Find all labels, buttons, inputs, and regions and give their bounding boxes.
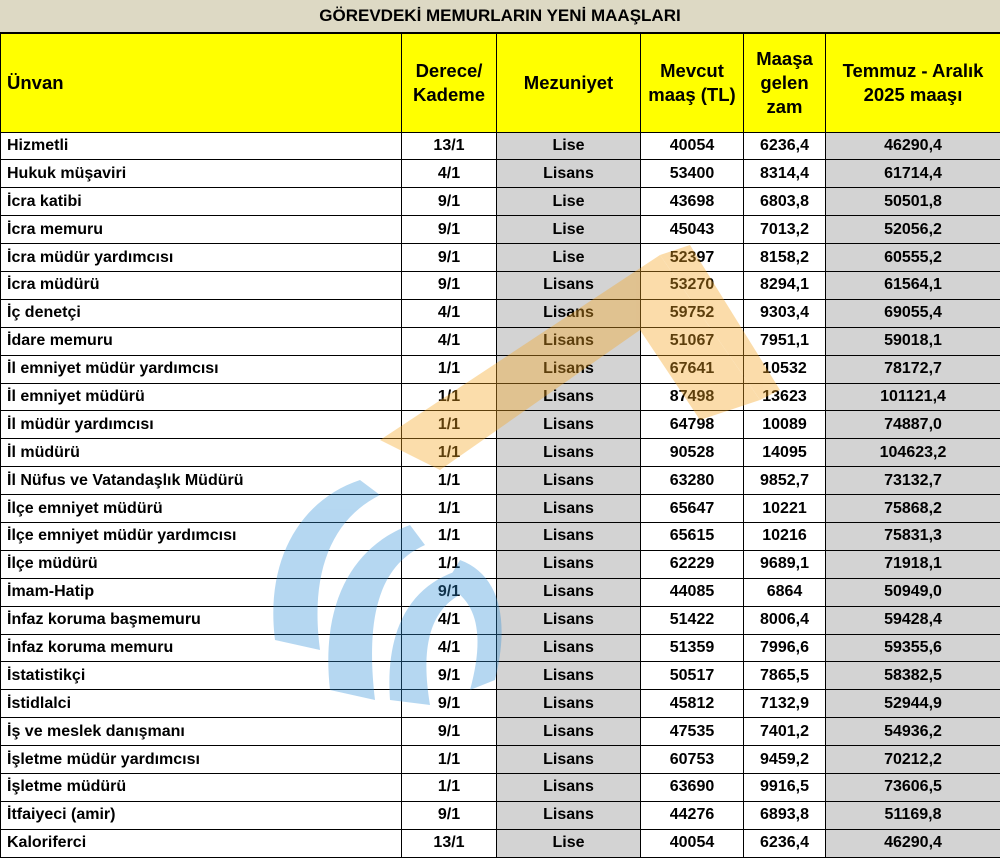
- header-derece: Derece/ Kademe: [402, 34, 497, 132]
- cell-yeni: 54936,2: [826, 718, 1000, 746]
- cell-unvan: İdare memuru: [1, 327, 402, 355]
- cell-mezuniyet: Lisans: [497, 522, 641, 550]
- cell-derece: 9/1: [402, 216, 497, 244]
- cell-unvan: İl emniyet müdür yardımcısı: [1, 355, 402, 383]
- cell-derece: 9/1: [402, 662, 497, 690]
- table-row: [1, 299, 1000, 327]
- cell-unvan: İcra memuru: [1, 216, 402, 244]
- cell-mevcut: 40054: [641, 829, 744, 857]
- cell-derece: 1/1: [402, 439, 497, 467]
- cell-derece: 1/1: [402, 411, 497, 439]
- cell-zam: 8006,4: [744, 606, 826, 634]
- cell-yeni: 61714,4: [826, 160, 1000, 188]
- cell-mezuniyet: Lisans: [497, 355, 641, 383]
- cell-yeni: 46290,4: [826, 829, 1000, 857]
- table-row: [1, 578, 1000, 606]
- cell-unvan: İcra müdürü: [1, 271, 402, 299]
- cell-zam: 7132,9: [744, 690, 826, 718]
- cell-yeni: 58382,5: [826, 662, 1000, 690]
- cell-yeni: 59355,6: [826, 634, 1000, 662]
- cell-mezuniyet: Lisans: [497, 439, 641, 467]
- cell-unvan: İstidlalci: [1, 690, 402, 718]
- cell-derece: 1/1: [402, 467, 497, 495]
- cell-unvan: İmam-Hatip: [1, 578, 402, 606]
- cell-derece: 4/1: [402, 606, 497, 634]
- cell-mezuniyet: Lisans: [497, 718, 641, 746]
- cell-yeni: 75868,2: [826, 495, 1000, 523]
- cell-yeni: 52056,2: [826, 216, 1000, 244]
- cell-mevcut: 44085: [641, 578, 744, 606]
- cell-unvan: İş ve meslek danışmanı: [1, 718, 402, 746]
- cell-unvan: İl müdürü: [1, 439, 402, 467]
- cell-yeni: 101121,4: [826, 383, 1000, 411]
- cell-zam: 8294,1: [744, 271, 826, 299]
- cell-zam: 7013,2: [744, 216, 826, 244]
- cell-mezuniyet: Lisans: [497, 327, 641, 355]
- cell-unvan: Hizmetli: [1, 132, 402, 160]
- cell-zam: 8314,4: [744, 160, 826, 188]
- table-row: [1, 216, 1000, 244]
- cell-yeni: 104623,2: [826, 439, 1000, 467]
- table-row: [1, 690, 1000, 718]
- header-mezuniyet: Mezuniyet: [497, 34, 641, 132]
- cell-unvan: İç denetçi: [1, 299, 402, 327]
- table-row: [1, 383, 1000, 411]
- salary-table: [0, 34, 1000, 858]
- cell-yeni: 46290,4: [826, 132, 1000, 160]
- cell-unvan: İnfaz koruma başmemuru: [1, 606, 402, 634]
- cell-mezuniyet: Lise: [497, 188, 641, 216]
- cell-unvan: İtfaiyeci (amir): [1, 801, 402, 829]
- cell-zam: 10221: [744, 495, 826, 523]
- cell-mezuniyet: Lisans: [497, 690, 641, 718]
- cell-mezuniyet: Lisans: [497, 411, 641, 439]
- header-zam: Maaşa gelen zam: [744, 34, 826, 132]
- cell-derece: 1/1: [402, 495, 497, 523]
- cell-derece: 9/1: [402, 718, 497, 746]
- cell-derece: 9/1: [402, 244, 497, 272]
- cell-yeni: 60555,2: [826, 244, 1000, 272]
- table-row: [1, 801, 1000, 829]
- cell-yeni: 70212,2: [826, 746, 1000, 774]
- cell-yeni: 61564,1: [826, 271, 1000, 299]
- table-row: [1, 522, 1000, 550]
- cell-yeni: 78172,7: [826, 355, 1000, 383]
- cell-mevcut: 59752: [641, 299, 744, 327]
- cell-zam: 9303,4: [744, 299, 826, 327]
- table-row: [1, 606, 1000, 634]
- cell-derece: 4/1: [402, 634, 497, 662]
- cell-zam: 10089: [744, 411, 826, 439]
- table-row: [1, 662, 1000, 690]
- cell-zam: 9459,2: [744, 746, 826, 774]
- cell-derece: 9/1: [402, 271, 497, 299]
- cell-zam: 13623: [744, 383, 826, 411]
- table-row: [1, 439, 1000, 467]
- table-row: [1, 718, 1000, 746]
- cell-mevcut: 45812: [641, 690, 744, 718]
- cell-derece: 1/1: [402, 355, 497, 383]
- table-row: [1, 327, 1000, 355]
- cell-derece: 4/1: [402, 327, 497, 355]
- cell-derece: 1/1: [402, 773, 497, 801]
- table-row: [1, 773, 1000, 801]
- cell-yeni: 50949,0: [826, 578, 1000, 606]
- cell-unvan: İşletme müdür yardımcısı: [1, 746, 402, 774]
- cell-unvan: İcra müdür yardımcısı: [1, 244, 402, 272]
- cell-mevcut: 53400: [641, 160, 744, 188]
- cell-mevcut: 50517: [641, 662, 744, 690]
- table-row: [1, 244, 1000, 272]
- cell-zam: 10532: [744, 355, 826, 383]
- cell-mevcut: 51067: [641, 327, 744, 355]
- cell-mezuniyet: Lisans: [497, 578, 641, 606]
- cell-unvan: İşletme müdürü: [1, 773, 402, 801]
- cell-mezuniyet: Lise: [497, 244, 641, 272]
- table-row: [1, 829, 1000, 857]
- cell-mevcut: 45043: [641, 216, 744, 244]
- table-row: [1, 634, 1000, 662]
- cell-mezuniyet: Lisans: [497, 299, 641, 327]
- cell-derece: 9/1: [402, 801, 497, 829]
- cell-mevcut: 63690: [641, 773, 744, 801]
- cell-mevcut: 52397: [641, 244, 744, 272]
- cell-zam: 9852,7: [744, 467, 826, 495]
- cell-mevcut: 64798: [641, 411, 744, 439]
- cell-yeni: 74887,0: [826, 411, 1000, 439]
- cell-mezuniyet: Lisans: [497, 271, 641, 299]
- table-body: [1, 132, 1000, 857]
- cell-yeni: 69055,4: [826, 299, 1000, 327]
- cell-zam: 6864: [744, 578, 826, 606]
- cell-unvan: İcra katibi: [1, 188, 402, 216]
- cell-mevcut: 62229: [641, 550, 744, 578]
- cell-mevcut: 65615: [641, 522, 744, 550]
- cell-yeni: 73132,7: [826, 467, 1000, 495]
- cell-unvan: Kaloriferci: [1, 829, 402, 857]
- cell-zam: 9916,5: [744, 773, 826, 801]
- cell-unvan: İlçe emniyet müdür yardımcısı: [1, 522, 402, 550]
- cell-zam: 9689,1: [744, 550, 826, 578]
- cell-yeni: 73606,5: [826, 773, 1000, 801]
- header-yeni: Temmuz - Aralık 2025 maaşı: [826, 34, 1000, 132]
- cell-zam: 7865,5: [744, 662, 826, 690]
- table-row: [1, 188, 1000, 216]
- cell-mezuniyet: Lisans: [497, 801, 641, 829]
- cell-yeni: 75831,3: [826, 522, 1000, 550]
- cell-mevcut: 43698: [641, 188, 744, 216]
- cell-zam: 14095: [744, 439, 826, 467]
- cell-mezuniyet: Lisans: [497, 634, 641, 662]
- table-row: [1, 271, 1000, 299]
- cell-mezuniyet: Lisans: [497, 383, 641, 411]
- cell-mevcut: 90528: [641, 439, 744, 467]
- cell-derece: 1/1: [402, 746, 497, 774]
- cell-unvan: İl Nüfus ve Vatandaşlık Müdürü: [1, 467, 402, 495]
- cell-yeni: 50501,8: [826, 188, 1000, 216]
- cell-derece: 4/1: [402, 160, 497, 188]
- cell-mevcut: 47535: [641, 718, 744, 746]
- cell-mezuniyet: Lisans: [497, 746, 641, 774]
- cell-mevcut: 44276: [641, 801, 744, 829]
- cell-unvan: İlçe emniyet müdürü: [1, 495, 402, 523]
- cell-unvan: İnfaz koruma memuru: [1, 634, 402, 662]
- cell-zam: 10216: [744, 522, 826, 550]
- cell-derece: 9/1: [402, 690, 497, 718]
- cell-mevcut: 63280: [641, 467, 744, 495]
- cell-mevcut: 53270: [641, 271, 744, 299]
- cell-yeni: 59018,1: [826, 327, 1000, 355]
- table-row: [1, 132, 1000, 160]
- cell-zam: 7951,1: [744, 327, 826, 355]
- cell-mevcut: 60753: [641, 746, 744, 774]
- cell-derece: 1/1: [402, 522, 497, 550]
- cell-unvan: İlçe müdürü: [1, 550, 402, 578]
- cell-mevcut: 67641: [641, 355, 744, 383]
- table-row: [1, 160, 1000, 188]
- cell-derece: 13/1: [402, 132, 497, 160]
- cell-zam: 6236,4: [744, 132, 826, 160]
- cell-yeni: 71918,1: [826, 550, 1000, 578]
- table-row: [1, 411, 1000, 439]
- cell-zam: 8158,2: [744, 244, 826, 272]
- cell-zam: 6236,4: [744, 829, 826, 857]
- cell-yeni: 52944,9: [826, 690, 1000, 718]
- sheet-title: GÖREVDEKİ MEMURLARIN YENİ MAAŞLARI: [0, 0, 1000, 34]
- cell-unvan: İstatistikçi: [1, 662, 402, 690]
- cell-zam: 7401,2: [744, 718, 826, 746]
- table-row: [1, 467, 1000, 495]
- cell-mezuniyet: Lisans: [497, 467, 641, 495]
- cell-mevcut: 51422: [641, 606, 744, 634]
- cell-mezuniyet: Lisans: [497, 160, 641, 188]
- table-row: [1, 495, 1000, 523]
- cell-zam: 7996,6: [744, 634, 826, 662]
- table-row: [1, 746, 1000, 774]
- cell-yeni: 59428,4: [826, 606, 1000, 634]
- cell-mevcut: 40054: [641, 132, 744, 160]
- cell-mevcut: 65647: [641, 495, 744, 523]
- cell-yeni: 51169,8: [826, 801, 1000, 829]
- cell-mezuniyet: Lisans: [497, 495, 641, 523]
- header-row: [1, 34, 1000, 132]
- cell-unvan: Hukuk müşaviri: [1, 160, 402, 188]
- cell-derece: 9/1: [402, 578, 497, 606]
- cell-mevcut: 51359: [641, 634, 744, 662]
- cell-mezuniyet: Lise: [497, 216, 641, 244]
- cell-zam: 6893,8: [744, 801, 826, 829]
- cell-mezuniyet: Lise: [497, 132, 641, 160]
- cell-unvan: İl müdür yardımcısı: [1, 411, 402, 439]
- cell-derece: 9/1: [402, 188, 497, 216]
- cell-mezuniyet: Lise: [497, 829, 641, 857]
- cell-mezuniyet: Lisans: [497, 606, 641, 634]
- header-unvan: Ünvan: [1, 34, 402, 132]
- cell-mezuniyet: Lisans: [497, 662, 641, 690]
- header-mevcut: Mevcut maaş (TL): [641, 34, 744, 132]
- table-row: [1, 550, 1000, 578]
- cell-derece: 13/1: [402, 829, 497, 857]
- table-row: [1, 355, 1000, 383]
- cell-mevcut: 87498: [641, 383, 744, 411]
- cell-derece: 1/1: [402, 550, 497, 578]
- cell-derece: 4/1: [402, 299, 497, 327]
- cell-derece: 1/1: [402, 383, 497, 411]
- cell-unvan: İl emniyet müdürü: [1, 383, 402, 411]
- cell-mezuniyet: Lisans: [497, 550, 641, 578]
- cell-zam: 6803,8: [744, 188, 826, 216]
- cell-mezuniyet: Lisans: [497, 773, 641, 801]
